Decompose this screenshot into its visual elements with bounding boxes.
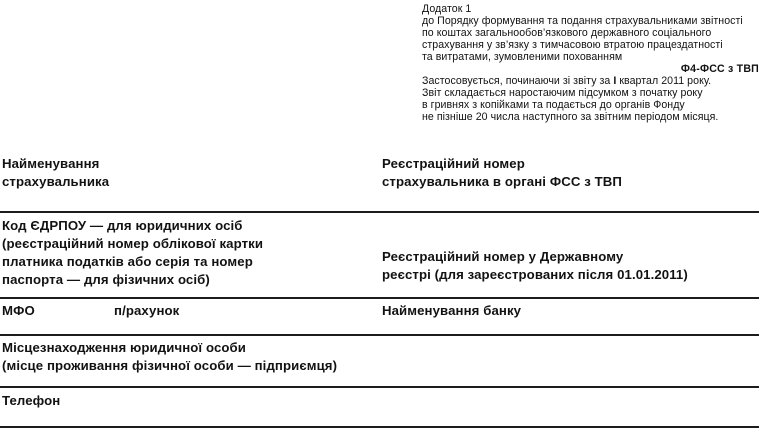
usage-note-line-1-post: квартал 2011 року.: [616, 75, 712, 87]
edrpou-code-label-line-4: паспорта — для фізичних осіб): [2, 272, 210, 287]
usage-note-quarter-bold: І: [613, 75, 617, 87]
usage-note-line-2: Звіт складається наростаючим підсумком з початку року: [422, 87, 703, 99]
address-fill-line: [0, 386, 759, 388]
phone-label: Телефон: [2, 393, 61, 408]
state-registry-number-label: [382, 248, 688, 284]
fss-reg-number-label: [382, 155, 622, 190]
state-registry-number-label-line-1: Реєстраційний номер у Державному: [382, 249, 624, 264]
bank-name-label: Найменування банку: [382, 303, 522, 318]
edrpou-code-fill-line: [0, 297, 759, 299]
usage-note-line-1: [422, 75, 759, 87]
usage-note-line-1-pre: Застосовується, починаючи зі звіту за: [422, 75, 614, 87]
usage-note-line-3: в гривнях з копійками та подається до органів Фонду: [422, 99, 685, 111]
annex-title: Додаток 1: [422, 3, 472, 15]
address-label: [2, 339, 337, 374]
account-label: п/рахунок: [114, 303, 180, 318]
edrpou-code-label: [2, 217, 263, 289]
annex-header-block: [422, 3, 759, 123]
usage-note-line-4: не пізніше 20 числа наступного за звітним періодом місяця.: [422, 111, 719, 123]
edrpou-code-label-line-1: Код ЄДРПОУ — для юридичних осіб: [2, 218, 243, 233]
mfo-label: МФО: [2, 303, 35, 318]
annex-line-4: страхування у зв’язку з тимчасовою втратою працездатності: [422, 39, 723, 51]
edrpou-code-label-line-2: (реєстраційний номер облікової картки: [2, 236, 264, 251]
annex-line-2: до Порядку формування та подання страхувальниками звітності: [422, 15, 743, 27]
phone-fill-line: [0, 426, 759, 428]
form-code: Ф4-ФСС з ТВП: [680, 63, 759, 75]
insurer-name-label: [2, 155, 109, 190]
bank-details-fill-line: [0, 334, 759, 336]
insurer-name-label-line-2: страхувальника: [2, 173, 110, 189]
annex-line-3: по коштах загальнообов’язкового державного соціального: [422, 27, 712, 39]
insurer-name-label-line-1: Найменування: [2, 156, 100, 171]
insurer-name-fill-line: [0, 211, 759, 213]
state-registry-number-label-line-2: реєстрі (для зареєстрованих після 01.01.2011): [382, 267, 688, 282]
address-label-line-2: (місце проживання фізичної особи — підприємця): [2, 357, 338, 373]
fss-reg-number-label-line-1: Реєстраційний номер: [382, 156, 525, 171]
edrpou-code-label-line-3: платника податків або серія та номер: [2, 254, 253, 269]
fss-reg-number-label-line-2: страхувальника в органі ФСС з ТВП: [382, 173, 622, 189]
address-label-line-1: Місцезнаходження юридичної особи: [2, 340, 247, 355]
annex-line-5: та витратами, зумовленими похованням: [422, 51, 623, 63]
